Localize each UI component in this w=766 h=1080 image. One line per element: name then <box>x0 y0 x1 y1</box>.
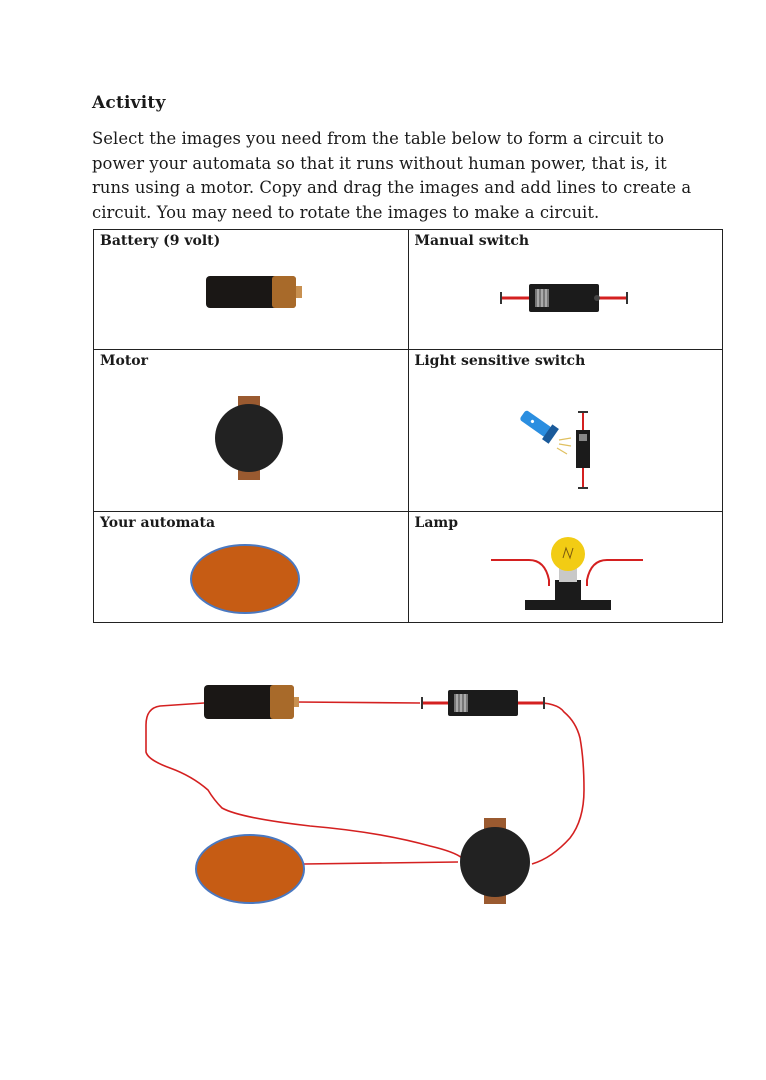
lamp-icon[interactable] <box>489 524 645 616</box>
motor-icon[interactable] <box>212 394 286 482</box>
parts-table <box>93 229 723 623</box>
cell-lamp <box>408 512 723 623</box>
cell-motor <box>94 350 409 512</box>
cell-label-manual-switch: Manual switch <box>414 233 530 249</box>
light-sensitive-switch-icon[interactable] <box>515 408 615 498</box>
automata-icon[interactable] <box>188 542 302 616</box>
table-row <box>94 350 723 512</box>
circuit-automata[interactable] <box>196 835 304 903</box>
cell-battery <box>94 230 409 350</box>
table-row <box>94 512 723 623</box>
cell-label-motor: Motor <box>100 353 149 369</box>
manual-switch-icon[interactable] <box>497 278 637 318</box>
cell-label-battery: Battery (9 volt) <box>100 233 221 249</box>
activity-instructions: Select the images you need from the table below to form a circuit to power your automata so that it runs without human power, that is, it runs using a motor. Copy and drag the images and add lines to create a circuit. You may need to rotate the images to make a circuit. <box>92 129 692 222</box>
circuit-battery[interactable] <box>204 685 299 719</box>
circuit-motor[interactable] <box>460 818 530 904</box>
battery-icon[interactable] <box>202 273 312 313</box>
cell-light-switch <box>408 350 723 512</box>
cell-automata <box>94 512 409 623</box>
circuit-diagram[interactable] <box>0 660 766 920</box>
activity-heading: Activity <box>92 93 166 113</box>
cell-manual-switch <box>408 230 723 350</box>
cell-label-automata: Your automata <box>100 515 216 531</box>
table-row <box>94 230 723 350</box>
cell-label-lamp: Lamp <box>414 515 459 531</box>
cell-label-light-switch: Light sensitive switch <box>414 353 586 369</box>
circuit-manual-switch[interactable] <box>422 690 544 716</box>
